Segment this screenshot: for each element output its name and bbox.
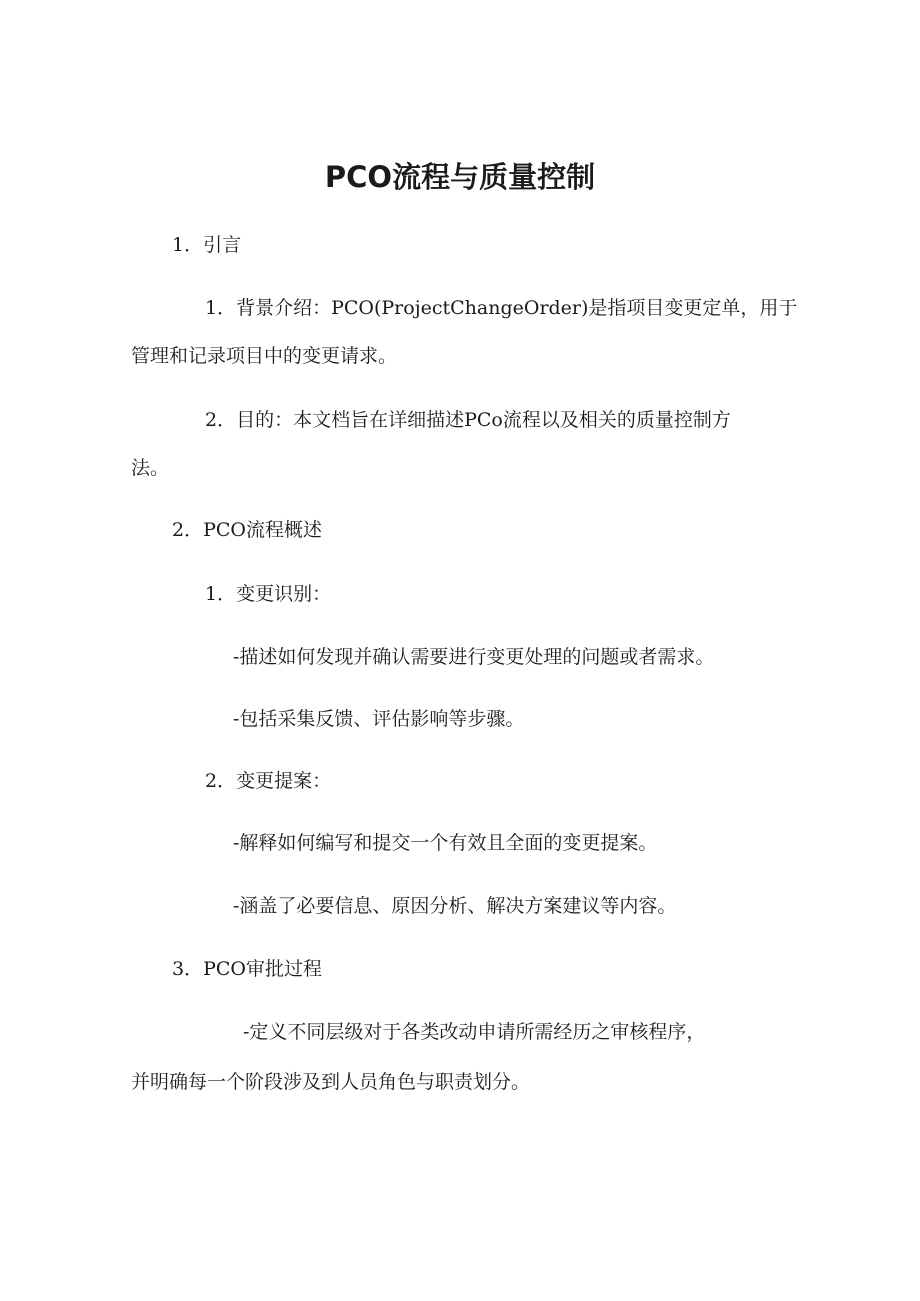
- intro-purpose-line1: 2．目的：本文档旨在详细描述PCo流程以及相关的质量控制方: [205, 409, 731, 431]
- intro-background-line2: 管理和记录项目中的变更请求。: [131, 345, 398, 367]
- intro-background-line1: 1．背景介绍：PCO(ProjectChangeOrder)是指项目变更定单，用于: [205, 297, 798, 319]
- proposal-bullet-1: -解释如何编写和提交一个有效且全面的变更提案。: [233, 832, 658, 854]
- approval-paragraph-line2: 并明确每一个阶段涉及到人员角色与职责划分。: [131, 1071, 531, 1093]
- section-heading-intro: 1．引言: [172, 234, 242, 256]
- proposal-bullet-2: -涵盖了必要信息、原因分析、解决方案建议等内容。: [233, 895, 677, 917]
- approval-paragraph-line1: -定义不同层级对于各类改动申请所需经历之审核程序，: [243, 1021, 706, 1043]
- section-heading-overview: 2．PCO流程概述: [172, 519, 322, 541]
- subsection-heading-identification: 1．变更识别：: [205, 583, 332, 605]
- section-heading-approval: 3．PCO审批过程: [172, 958, 322, 980]
- intro-purpose-line2: 法。: [131, 457, 170, 479]
- document-title: PCO流程与质量控制: [324, 160, 596, 194]
- identification-bullet-2: -包括采集反馈、评估影响等步骤。: [233, 708, 525, 730]
- subsection-heading-proposal: 2．变更提案：: [205, 770, 332, 792]
- identification-bullet-1: -描述如何发现并确认需要进行变更处理的问题或者需求。: [233, 646, 715, 668]
